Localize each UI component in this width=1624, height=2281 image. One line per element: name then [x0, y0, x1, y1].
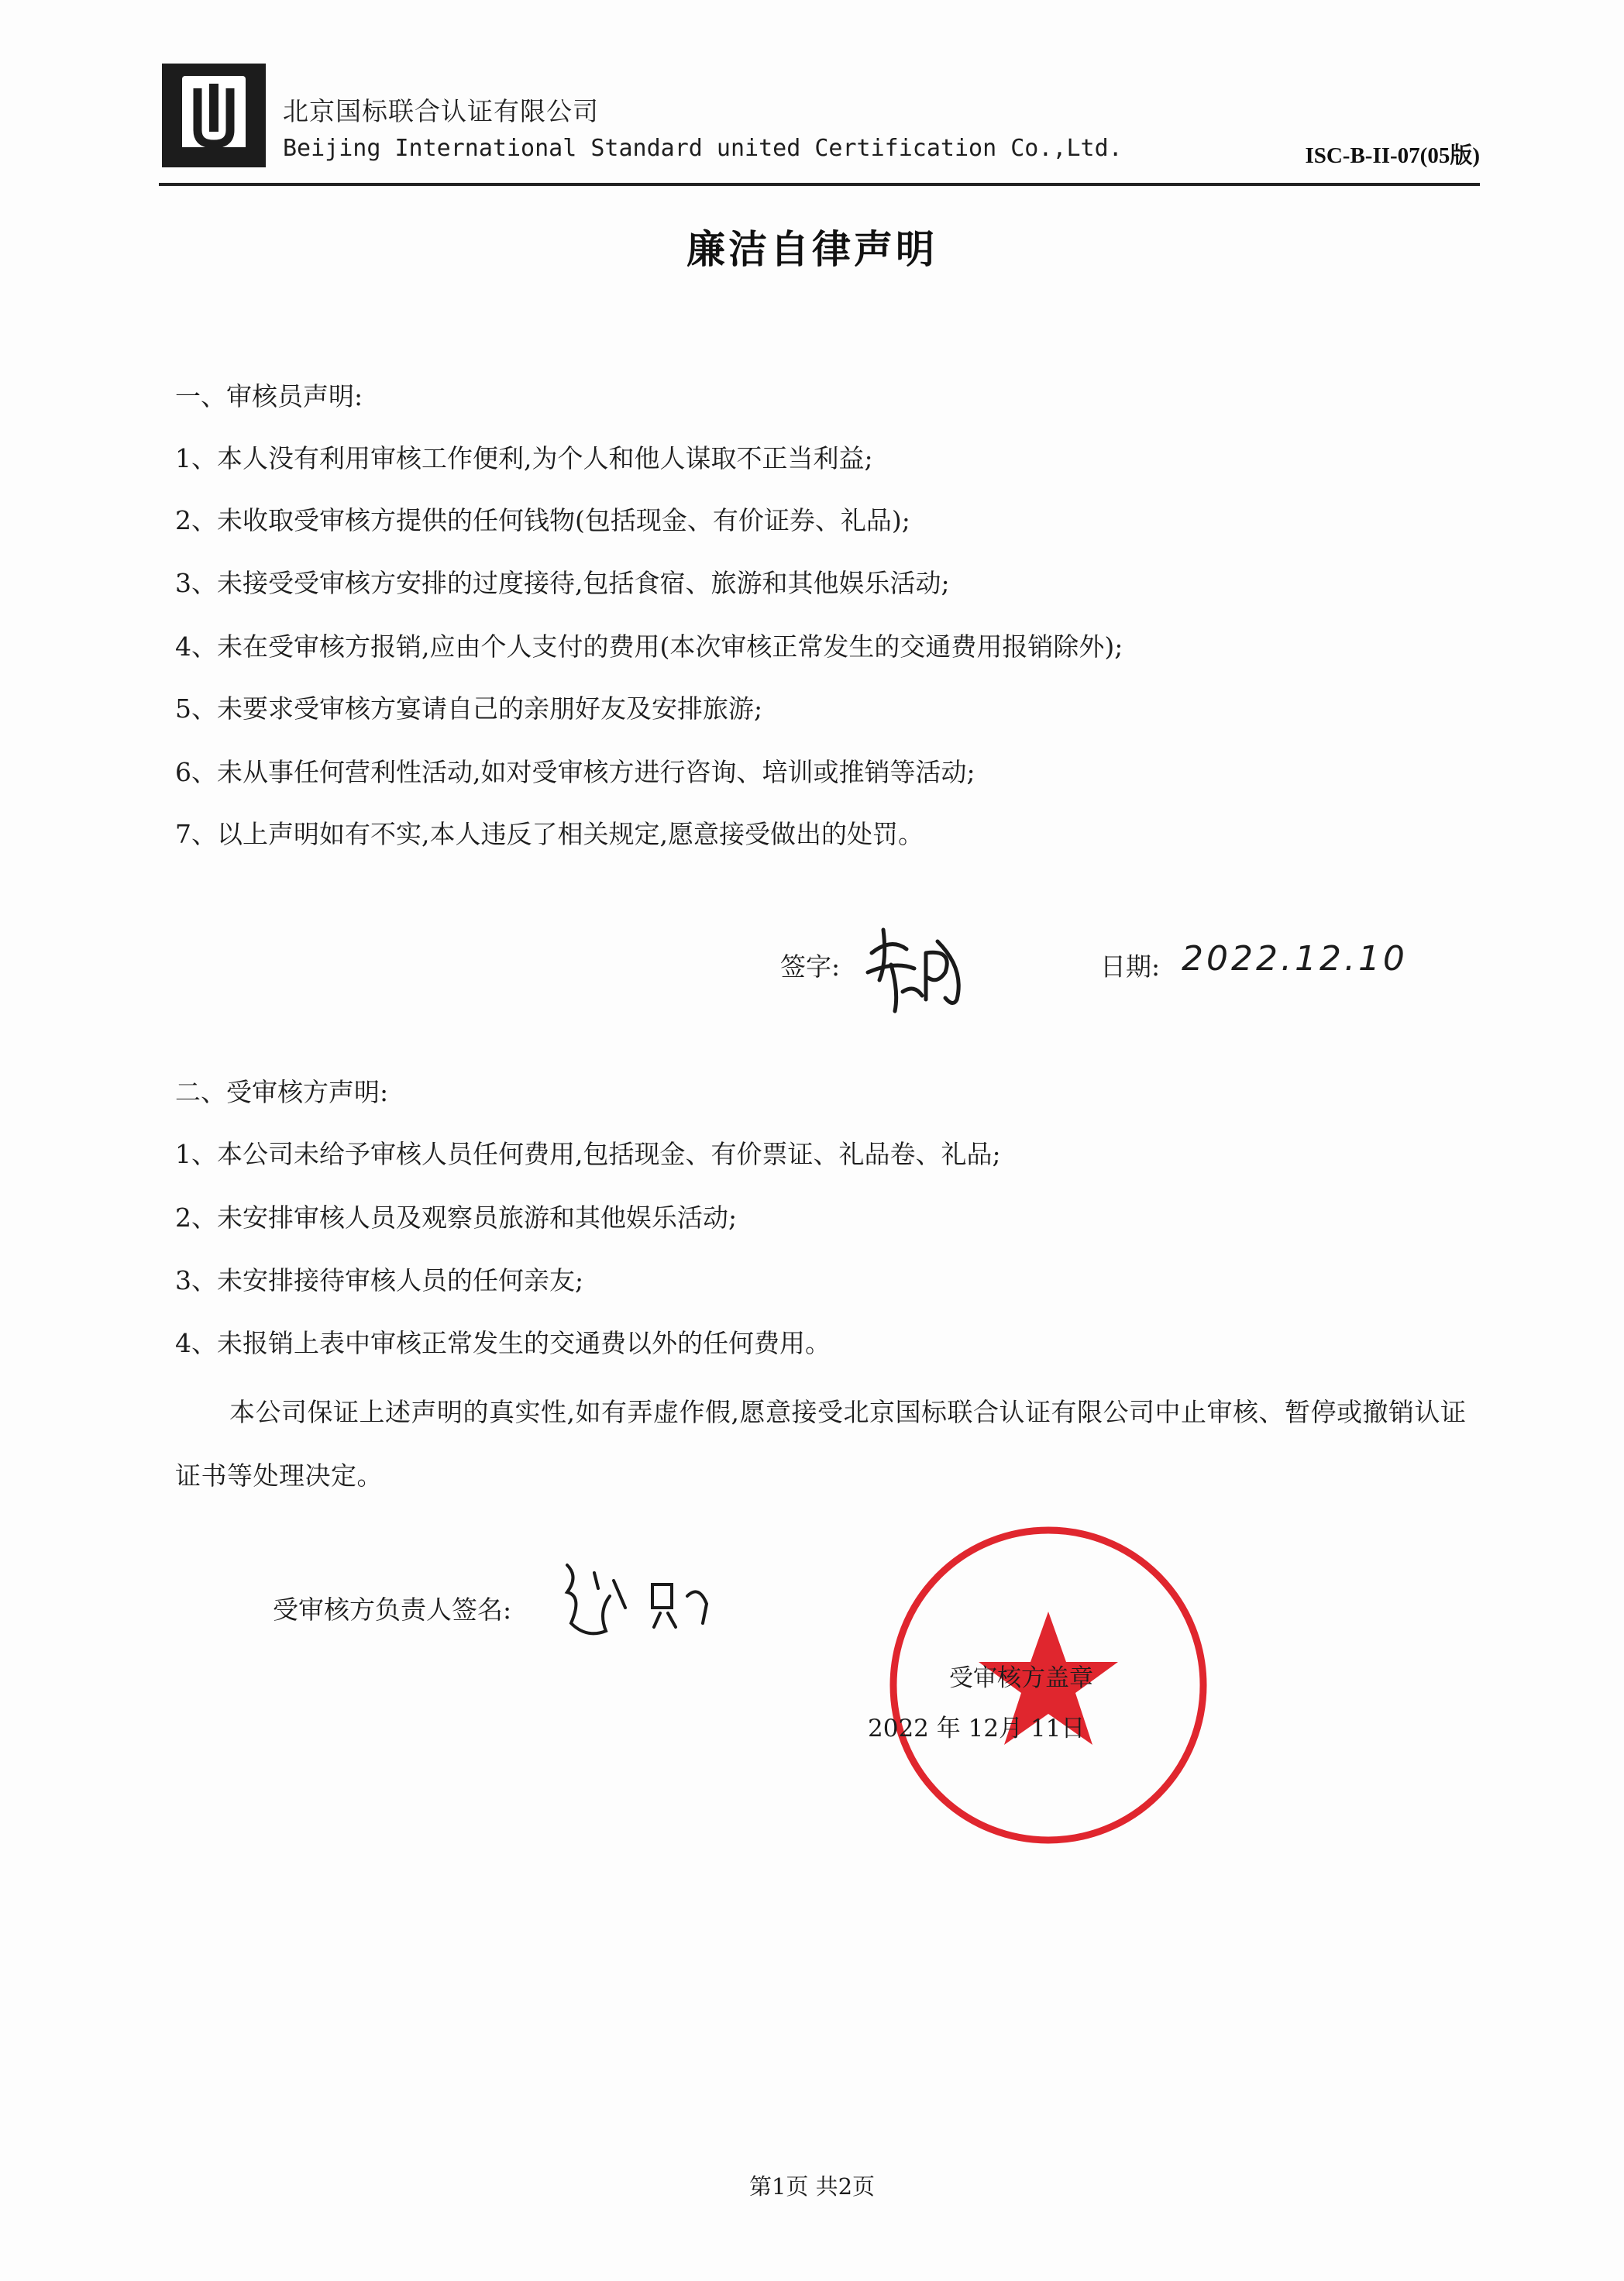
- guarantee-paragraph: 本公司保证上述声明的真实性,如有弄虚作假,愿意接受北京国标联合认证有限公司中止审核、暂停或撤销认证证书等处理决定。: [175, 1397, 1467, 1491]
- company-name-cn: 北京国标联合认证有限公司: [283, 96, 599, 126]
- document-title: 廉洁自律声明: [686, 227, 938, 272]
- section1-item-5: 5、未要求受审核方宴请自己的亲朋好友及安排旅游;: [175, 693, 763, 724]
- auditor-signature-icon: [860, 907, 976, 1023]
- section1-heading: 一、审核员声明:: [175, 381, 363, 411]
- document-code: ISC-B-II-07(05版): [1305, 143, 1480, 168]
- header-divider: [159, 183, 1480, 186]
- section2-item-1: 1、本公司未给予审核人员任何费用,包括现金、有价票证、礼品卷、礼品;: [175, 1139, 1001, 1169]
- stamp-caption: 受审核方盖章: [949, 1664, 1093, 1692]
- responsible-signature-label: 受审核方负责人签名:: [273, 1595, 512, 1625]
- section2-heading: 二、受审核方声明:: [175, 1077, 389, 1107]
- section2-item-3: 3、未安排接待审核人员的任何亲友;: [175, 1265, 584, 1295]
- section1-item-4: 4、未在受审核方报销,应由个人支付的费用(本次审核正常发生的交通费用报销除外);: [175, 631, 1123, 662]
- section1-item-3: 3、未接受受审核方安排的过度接待,包括食宿、旅游和其他娱乐活动;: [175, 568, 950, 598]
- letterhead: [159, 60, 1480, 200]
- section1-item-6: 6、未从事任何营利性活动,如对受审核方进行咨询、培训或推销等活动;: [175, 757, 975, 787]
- company-logo-icon: [159, 60, 269, 170]
- auditor-signature-label: 签字:: [780, 951, 841, 982]
- page-number: 第1页 共2页: [748, 2173, 876, 2200]
- auditor-date-label: 日期:: [1100, 951, 1161, 982]
- auditor-date-value: 2022.12.10: [1182, 939, 1408, 979]
- section1-item-7: 7、以上声明如有不实,本人违反了相关规定,愿意接受做出的处罚。: [175, 819, 924, 849]
- section2-item-2: 2、未安排审核人员及观察员旅游和其他娱乐活动;: [175, 1202, 738, 1233]
- responsible-signature-icon: [552, 1550, 722, 1650]
- section2-item-4: 4、未报销上表中审核正常发生的交通费以外的任何费用。: [175, 1328, 831, 1358]
- section1-item-1: 1、本人没有利用审核工作便利,为个人和他人谋取不正当利益;: [175, 443, 873, 473]
- stamp-date: 2022 年 12月 11日: [868, 1715, 1086, 1743]
- company-name-en: Beijing International Standard united Certification Co.,Ltd.: [283, 135, 1123, 162]
- section1-item-2: 2、未收取受审核方提供的任何钱物(包括现金、有价证券、礼品);: [175, 505, 910, 535]
